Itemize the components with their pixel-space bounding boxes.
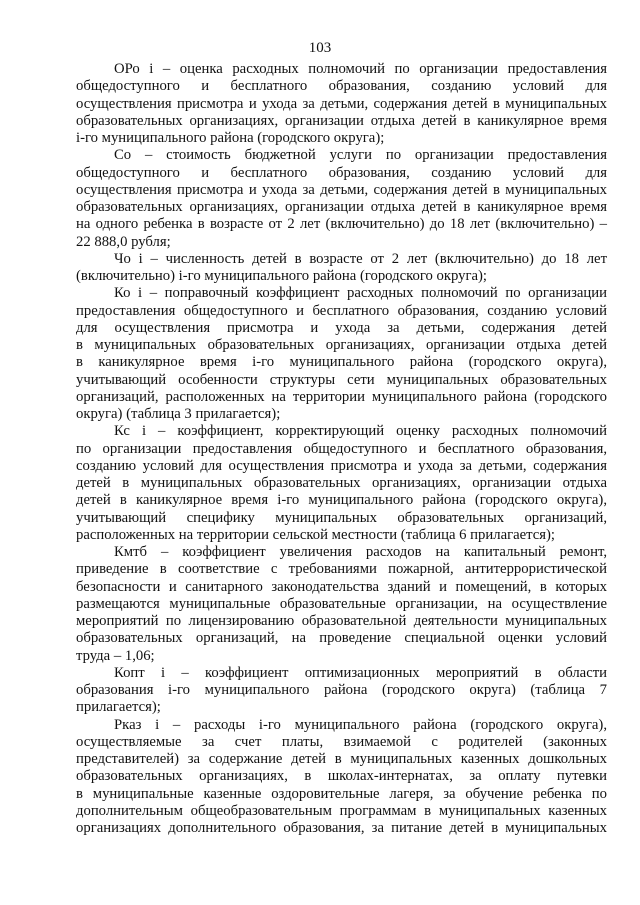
text-line: дополнительным общеобразовательным программам в муниципальных казенных xyxy=(76,802,607,819)
text-line: учитывающий специфику муниципальных образовательных организаций, xyxy=(76,509,607,526)
text-line: по организации предоставления общедоступного и бесплатного образования, xyxy=(76,440,607,457)
text-line: 22 888,0 рубля; xyxy=(76,233,171,250)
text-line: представителей) за содержание детей в муниципальных казенных дошкольных xyxy=(76,751,607,767)
text-line: (включительно) i-го муниципального района (городского округа); xyxy=(76,268,487,284)
paragraph-rkaz xyxy=(76,717,607,838)
document-body xyxy=(76,61,607,837)
text-line: Кмтб – коэффициент увеличения расходов на капитальный ремонт, xyxy=(114,544,607,560)
text-line: прилагается); xyxy=(76,699,161,716)
text-line: приведение в соответствие с требованиями пожарной, антитеррористической xyxy=(76,561,607,578)
text-line: образовательных организациях, организации отдыха детей в каникулярное время xyxy=(76,199,607,215)
text-line: осуществления присмотра и ухода за детьми, содержания детей в муниципальных xyxy=(76,95,607,112)
text-line: осуществления присмотра и ухода за детьми, содержания детей в муниципальных xyxy=(76,181,607,198)
text-line: осуществляемые за счет платы, взимаемой с родителей (законных xyxy=(76,733,607,750)
text-line: образования i-го муниципального района (городского округа) (таблица 7 xyxy=(76,682,607,698)
paragraph-kmtb xyxy=(76,544,607,665)
text-line: для осуществления присмотра и ухода за детьми, содержания детей xyxy=(76,319,607,336)
text-line: Со – стоимость бюджетной услуги по организации предоставления xyxy=(114,147,607,164)
text-line: созданию условий для осуществления присмотра и ухода за детьми, содержания xyxy=(76,457,607,474)
text-line: детей в каникулярное время i-го муниципального района (городского округа), xyxy=(76,492,607,509)
paragraph-kopt xyxy=(76,665,607,717)
text-line: образовательных организациях, в школах-интернатах, за оплату путевки xyxy=(76,768,607,785)
text-line: Копт i – коэффициент оптимизационных мероприятий в области xyxy=(114,664,607,681)
text-line: организаций, расположенных на территории муниципального района (городского xyxy=(76,388,607,405)
text-line: организациях дополнительного образования, за питание детей в муниципальных xyxy=(76,820,607,836)
text-line: в муниципальные казенные оздоровительные лагеря, за обучение ребенка по xyxy=(76,785,607,802)
paragraph-kc xyxy=(76,423,607,544)
text-line: мероприятий по лицензированию образовательной деятельности муниципальных xyxy=(76,613,607,629)
page-number: 103 xyxy=(308,40,332,56)
text-line: учитывающий особенности структуры сети муниципальных образовательных xyxy=(76,371,607,388)
text-line: безопасности и санитарного законодательства зданий и помещений, в которых xyxy=(76,578,607,595)
text-line: предоставления общедоступного и бесплатного образования, созданию условий xyxy=(76,302,607,319)
paragraph-cho xyxy=(76,251,607,286)
text-line: труда – 1,06; xyxy=(76,647,155,664)
paragraph-orpo xyxy=(76,61,607,147)
text-line: детей в муниципальных образовательных организациях, организации отдыха xyxy=(76,475,607,491)
text-line: Ко i – поправочный коэффициент расходных полномочий по организации xyxy=(114,285,607,302)
text-line: общедоступного и бесплатного образования, созданию условий для xyxy=(76,164,607,181)
paragraph-ko xyxy=(76,285,607,423)
text-line: в каникулярное время i-го муниципального района (городского округа), xyxy=(76,354,607,371)
text-line: Рказ i – расходы i-го муниципального района (городского округа), xyxy=(114,716,607,733)
text-line: размещаются муниципальные образовательные организации, на осуществление xyxy=(76,595,607,612)
text-line: образовательных организациях, организации отдыха детей в каникулярное время xyxy=(76,112,607,129)
text-line: на одного ребенка в возрасте от 2 лет (включительно) до 18 лет (включительно) – xyxy=(76,216,607,233)
text-line: ОРо i – оценка расходных полномочий по организации предоставления xyxy=(114,61,607,77)
text-line: округа) (таблица 3 прилагается); xyxy=(76,406,281,422)
text-line: Кс i – коэффициент, корректирующий оценку расходных полномочий xyxy=(114,423,607,440)
text-line: i-го муниципального района (городского округа); xyxy=(76,130,385,146)
text-line: образовательных организаций, на проведение специальной оценки условий xyxy=(76,630,607,647)
text-line: общедоступного и бесплатного образования, созданию условий для xyxy=(76,78,607,95)
text-line: в муниципальных образовательных организациях, организации отдыха детей xyxy=(76,337,607,353)
text-line: Чо i – численность детей в возрасте от 2 лет (включительно) до 18 лет xyxy=(114,250,607,267)
text-line: расположенных на территории сельской местности (таблица 6 прилагается); xyxy=(76,526,555,543)
paragraph-co xyxy=(76,147,607,251)
